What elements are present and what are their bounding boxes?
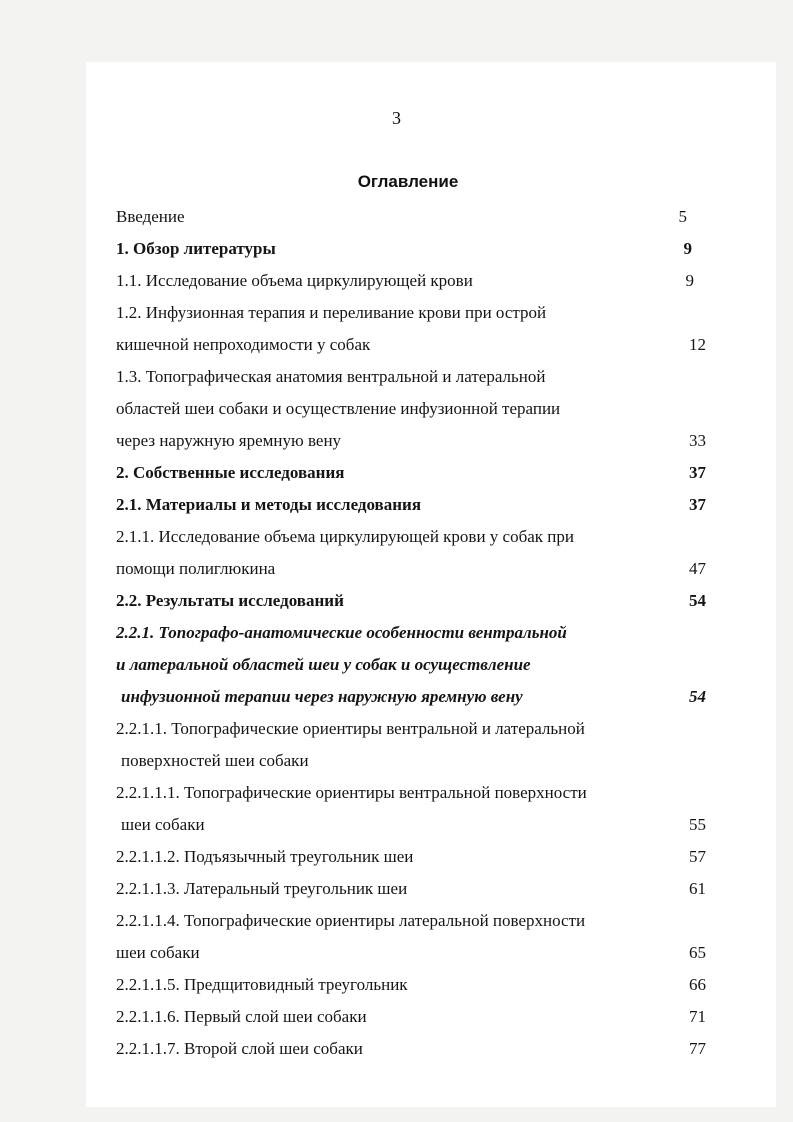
toc-entry — [0, 367, 793, 397]
toc-entry-page: 9 — [683, 239, 692, 258]
toc-entry-text: поверхностей шеи собаки — [121, 751, 309, 770]
toc-entry — [0, 495, 793, 525]
toc-entry-text: шеи собаки — [116, 943, 200, 962]
toc-entry — [0, 719, 793, 749]
toc-entry — [0, 399, 793, 429]
toc-entry-page: 65 — [689, 943, 706, 962]
toc-entry-page: 57 — [689, 847, 706, 866]
toc-entry — [0, 1007, 793, 1037]
toc-entry — [0, 815, 793, 845]
toc-entry — [0, 655, 793, 685]
toc-entry-page: 55 — [689, 815, 706, 834]
toc-entry-text: инфузионной терапии через наружную яремную вену — [121, 687, 523, 706]
toc-entry-page: 47 — [689, 559, 706, 578]
toc-entry — [0, 687, 793, 717]
toc-entry-page: 33 — [689, 431, 706, 450]
toc-entry — [0, 271, 793, 301]
toc-entry-text: областей шеи собаки и осуществление инфузионной терапии — [116, 399, 561, 418]
toc-entry-text: 1. Обзор литературы — [116, 239, 276, 258]
toc-entry — [0, 783, 793, 813]
toc-entry-text: Введение — [116, 207, 185, 226]
toc-entry — [0, 879, 793, 909]
toc-entry-text: 2.1.1. Исследование объема циркулирующей крови у собак при — [116, 527, 574, 546]
toc-entry-page: 54 — [689, 687, 706, 706]
toc-entry — [0, 847, 793, 877]
toc-entry — [0, 239, 793, 269]
toc-entry-page: 77 — [689, 1039, 706, 1058]
page-number: 3 — [392, 108, 401, 128]
toc-entry — [0, 751, 793, 781]
toc-entry-text: шеи собаки — [121, 815, 205, 834]
toc-entry — [0, 975, 793, 1005]
toc-entry — [0, 591, 793, 621]
toc-entry-page: 61 — [689, 879, 706, 898]
toc-entry-text: 2.2.1.1.3. Латеральный треугольник шеи — [116, 879, 408, 898]
toc-entry — [0, 527, 793, 557]
toc-entry — [0, 559, 793, 589]
toc-entry-page: 37 — [689, 495, 706, 514]
toc-entry-page: 71 — [689, 1007, 706, 1026]
toc-entry — [0, 463, 793, 493]
toc-entry-text: 2.2.1.1.6. Первый слой шеи собаки — [116, 1007, 367, 1026]
toc-entry — [0, 623, 793, 653]
toc-entry — [0, 335, 793, 365]
toc-entry-page: 5 — [678, 207, 687, 226]
toc-entry-text: 2.2.1.1.5. Предщитовидный треугольник — [116, 975, 408, 994]
toc-entry-text: 2.2.1.1.1. Топографические ориентиры вентральной поверхности — [116, 783, 587, 802]
toc-entry-text: 1.3. Топографическая анатомия вентральной и латеральной — [116, 367, 546, 386]
toc-title: Оглавление — [357, 172, 459, 191]
toc-entry — [0, 207, 793, 237]
toc-entry — [0, 431, 793, 461]
toc-entry-text: 2.2.1. Топографо-анатомические особенности вентральной — [116, 623, 567, 642]
toc-entry-text: помощи полиглюкина — [116, 559, 276, 578]
toc-entry-page: 54 — [689, 591, 706, 610]
toc-entry-page: 12 — [689, 335, 706, 354]
toc-entry-text: кишечной непроходимости у собак — [116, 335, 371, 354]
toc-entry-text: 2.2.1.1.7. Второй слой шеи собаки — [116, 1039, 363, 1058]
toc-entry-text: 2.2.1.1. Топографические ориентиры вентральной и латеральной — [116, 719, 585, 738]
toc-entry-text: 2.2.1.1.4. Топографические ориентиры латеральной поверхности — [116, 911, 586, 930]
toc-entry-text: 2. Собственные исследования — [116, 463, 345, 482]
toc-entry-page: 9 — [685, 271, 694, 290]
toc-entry — [0, 911, 793, 941]
toc-entry-text: 2.1. Материалы и методы исследования — [116, 495, 422, 514]
toc-entry-text: 1.1. Исследование объема циркулирующей крови — [116, 271, 473, 290]
toc-entry — [0, 303, 793, 333]
toc-entry-text: 2.2.1.1.2. Подъязычный треугольник шеи — [116, 847, 414, 866]
toc-entry-text: 1.2. Инфузионная терапия и переливание крови при острой — [116, 303, 547, 322]
toc-entry — [0, 943, 793, 973]
toc-entry-text: 2.2. Результаты исследований — [116, 591, 344, 610]
toc-entry-text: через наружную яремную вену — [116, 431, 342, 450]
toc-entry-text: и латеральной областей шеи у собак и осуществление — [116, 655, 531, 674]
toc-entry — [0, 1039, 793, 1069]
toc-entry-page: 37 — [689, 463, 706, 482]
toc-entry-page: 66 — [689, 975, 706, 994]
